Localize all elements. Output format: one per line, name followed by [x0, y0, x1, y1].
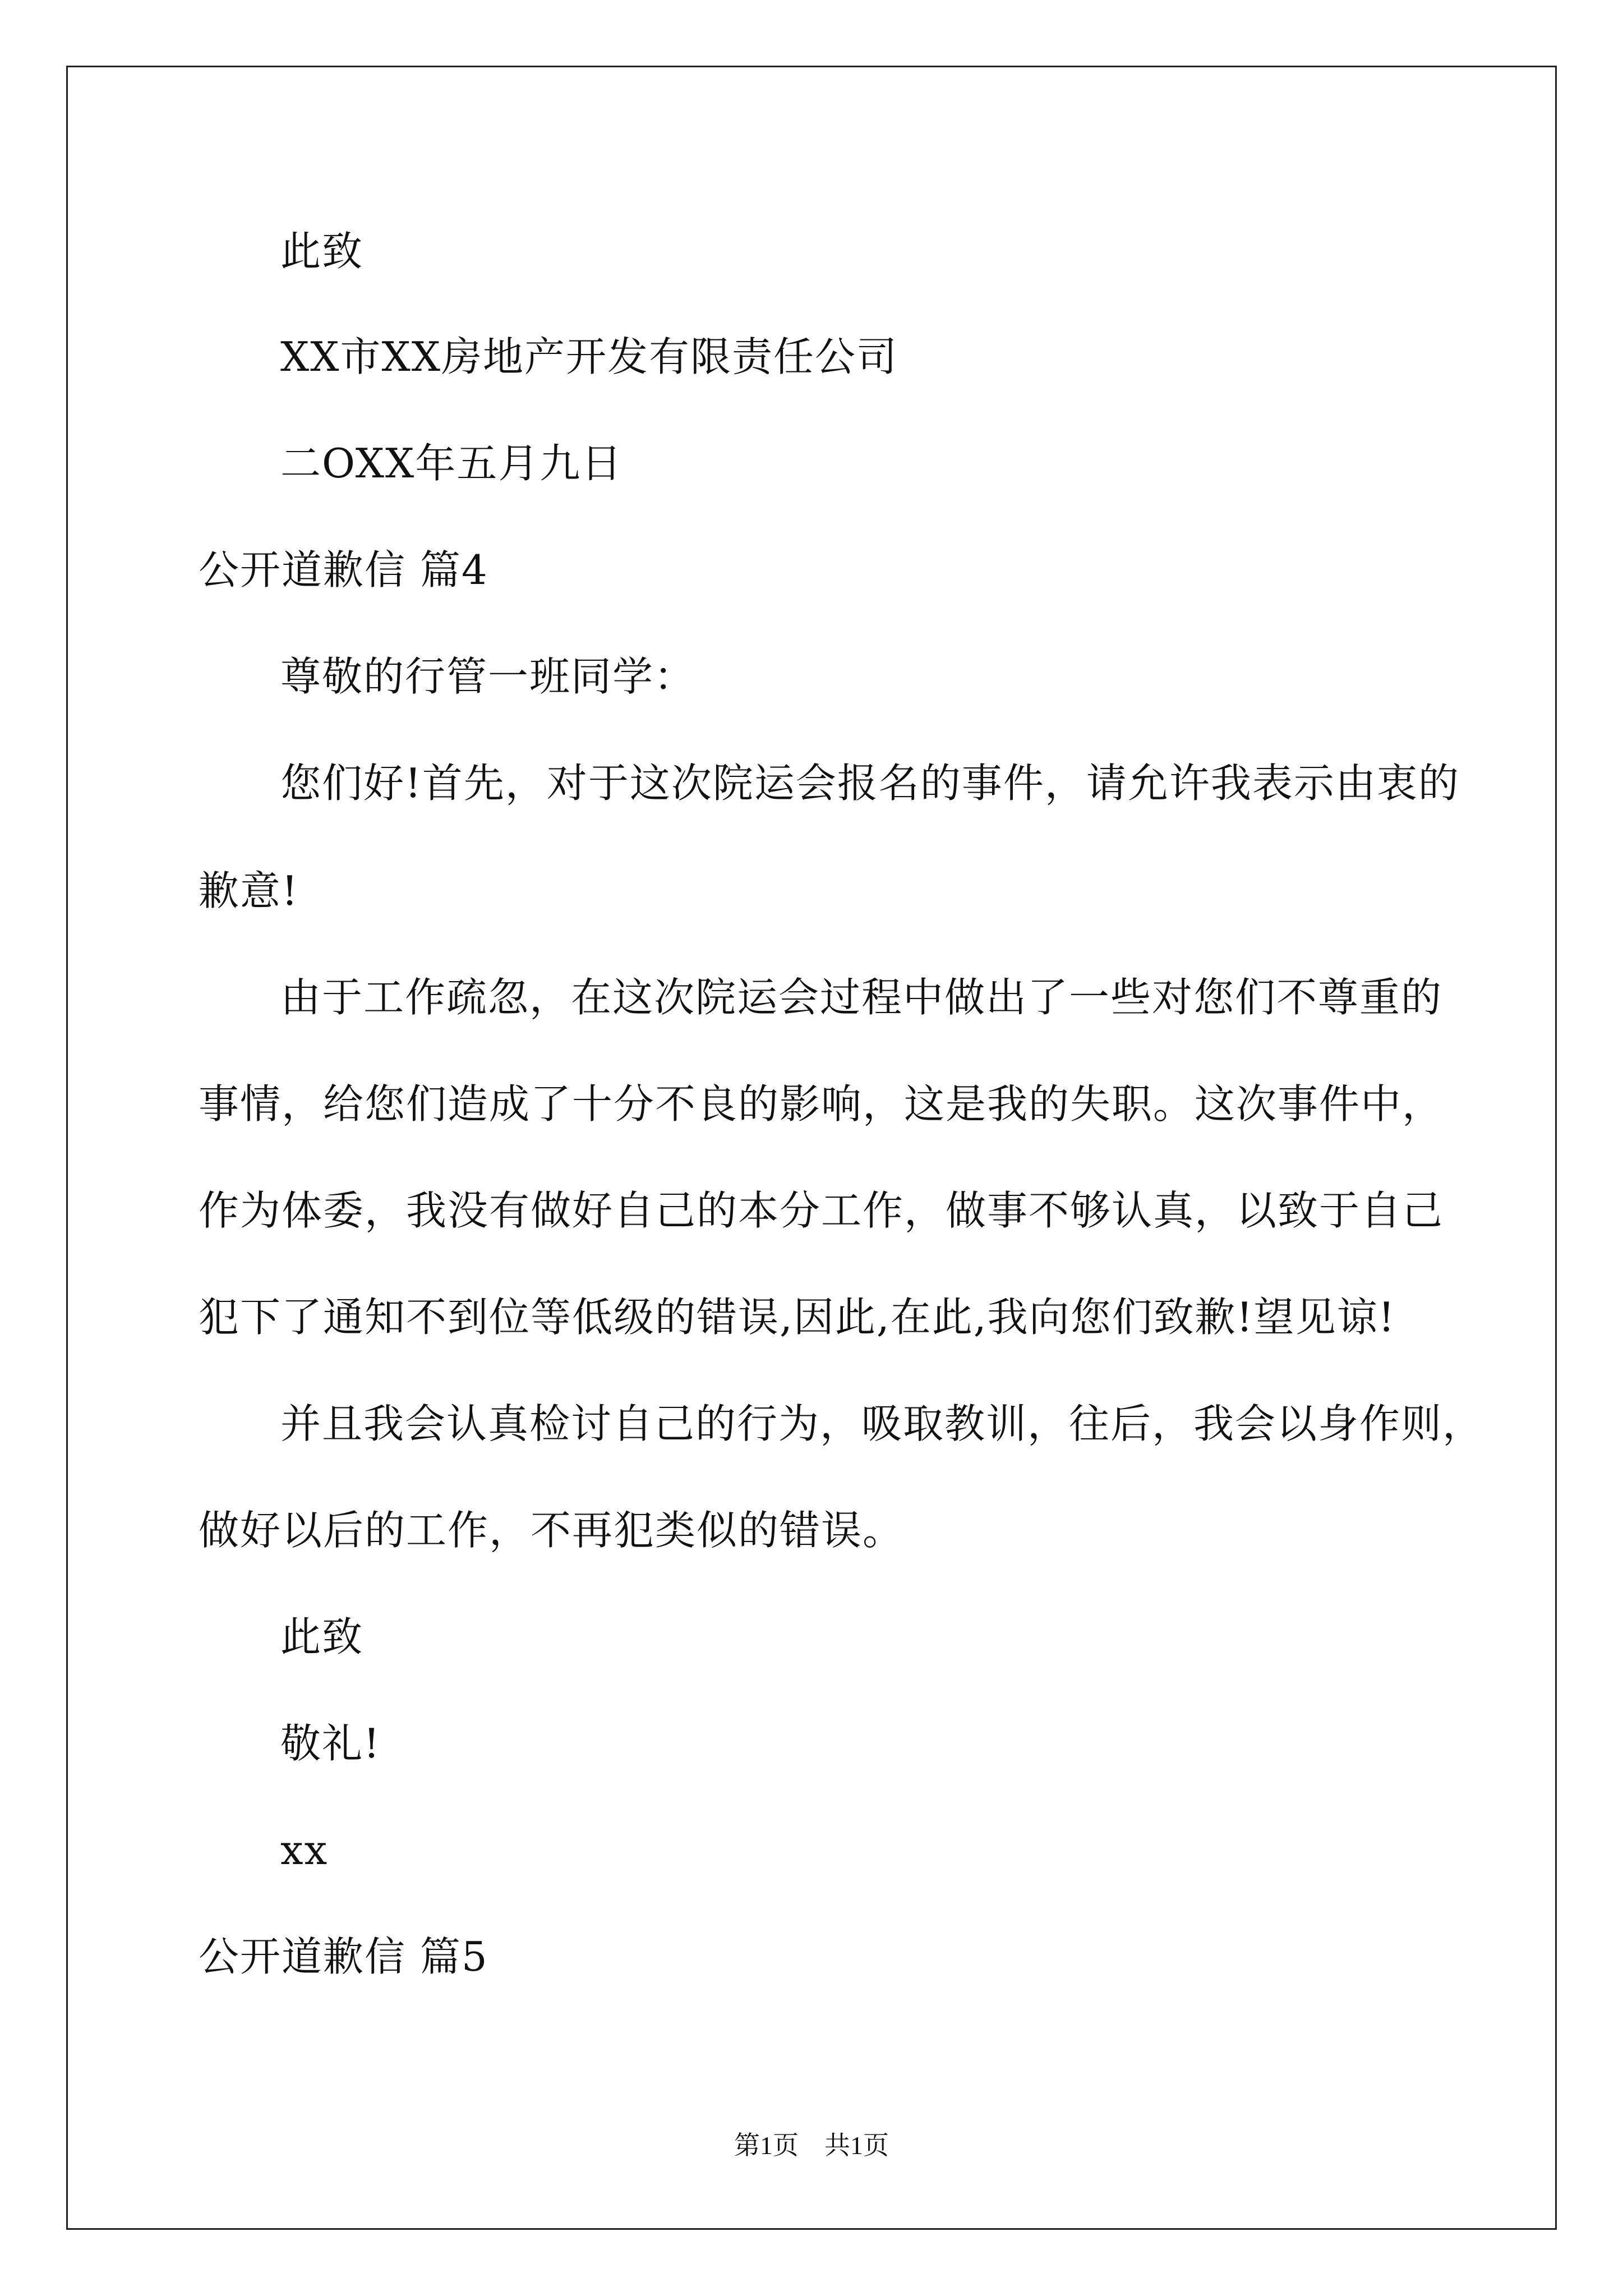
- page-footer: 第1页 共1页: [734, 2131, 889, 2160]
- paragraph-line: 歉意!: [199, 867, 299, 914]
- paragraph-line: 由于工作疏忽，在这次院运会过程中做出了一些对您们不尊重的: [280, 974, 1443, 1021]
- paragraph-line: 并且我会认真检讨自己的行为，吸取教训，往后，我会以身作则，: [280, 1400, 1484, 1447]
- closing-salutation: 此致: [280, 228, 364, 275]
- paragraph-line: 事情，给您们造成了十分不良的影响，这是我的失职。这次事件中，: [199, 1080, 1444, 1128]
- paragraph-line: 犯下了通知不到位等低级的错误,因此,在此,我向您们致歉!望见谅!: [199, 1294, 1396, 1341]
- paragraph-line: 做好以后的工作，不再犯类似的错误。: [199, 1507, 905, 1554]
- closing-regards: 敬礼!: [280, 1720, 381, 1767]
- letter-date: 二OXX年五月九日: [280, 440, 623, 487]
- greeting: 尊敬的行管一班同学：: [280, 653, 696, 700]
- section-heading-5: 公开道歉信 篇5: [199, 1933, 488, 1980]
- company-name: XX市XX房地产开发有限责任公司: [280, 333, 898, 380]
- page-border: [66, 66, 1557, 2230]
- section-heading-4: 公开道歉信 篇4: [199, 546, 488, 593]
- paragraph-line: 作为体委，我没有做好自己的本分工作，做事不够认真，以致于自己: [199, 1187, 1444, 1234]
- paragraph-line: 您们好!首先，对于这次院运会报名的事件，请允许我表示由衷的: [280, 760, 1460, 807]
- signature: xx: [280, 1826, 329, 1874]
- closing-salutation: 此致: [280, 1613, 364, 1660]
